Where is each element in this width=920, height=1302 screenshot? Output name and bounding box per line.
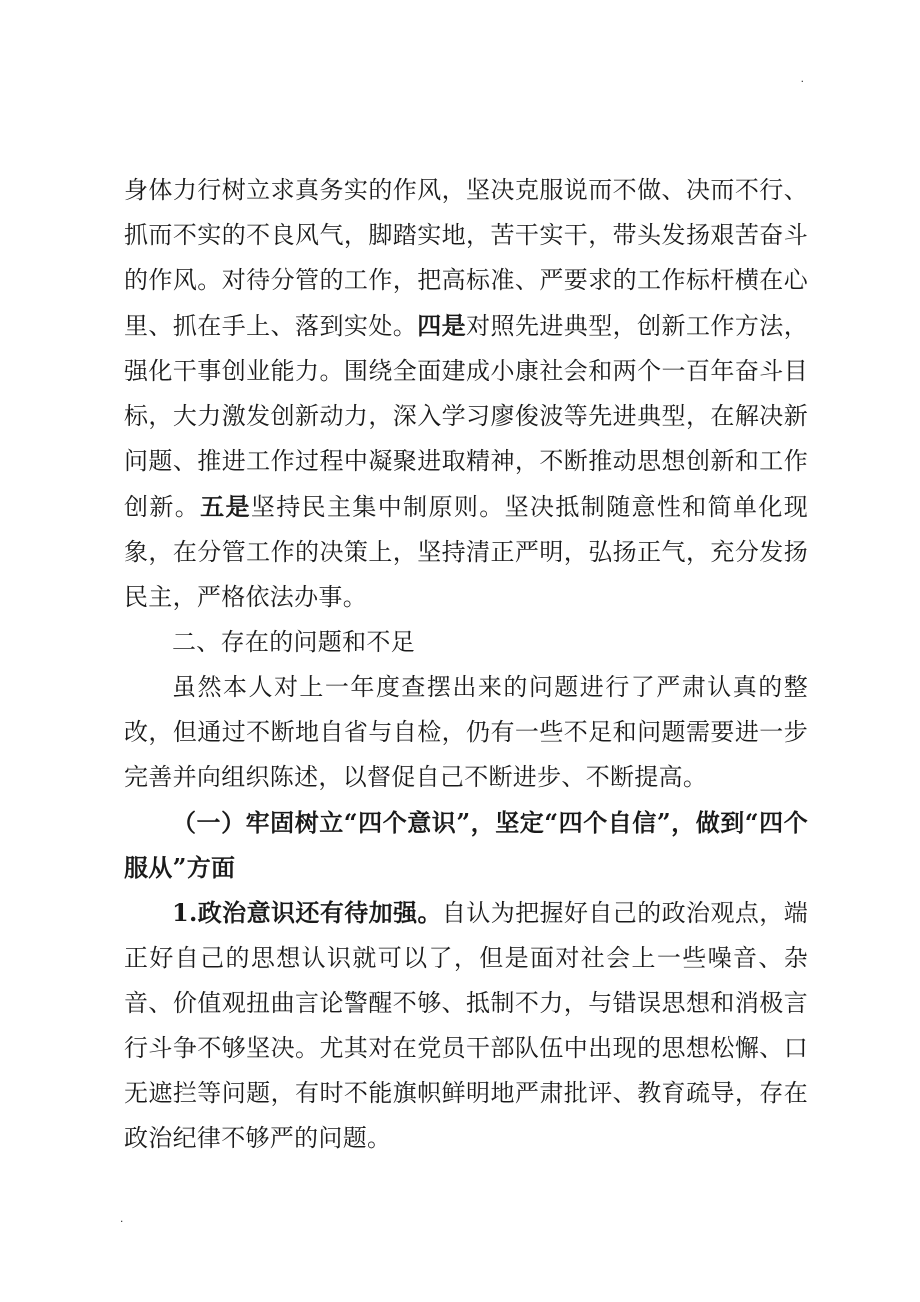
paragraph-intro: 虽然本人对上一年度查摆出来的问题进行了严肃认真的整改，但通过不断地自省与自检，仍有一些不足和问题需要进一步完善并向组织陈述，以督促自己不断进步、不断提高。 <box>124 673 808 791</box>
paragraph-continued <box>124 168 808 620</box>
paragraph-text: 身体力行树立求真务实的作风，坚决克服说而不做、决而不行、抓而不实的不良风气，脚踏实地，苦干实干，带头发扬艰苦奋斗的作风。对待分管的工作，把高标准、严要求的工作标杆横在心里、抓在手上、落到实处。 <box>124 176 808 340</box>
paragraph-political-awareness <box>124 890 808 1161</box>
bottom-left-mark: . <box>120 1211 124 1225</box>
bold-item-five: 五是 <box>200 492 251 521</box>
bold-item-four: 四是 <box>417 311 467 340</box>
subsection-heading: （一）牢固树立“四个意识”，坚定“四个自信”，做到“四个服从”方面 <box>124 808 808 882</box>
section-heading: 二、存在的问题和不足 <box>172 628 415 656</box>
paragraph-text: 坚持民主集中制原则。坚决抵制随意性和简单化现象，在分管工作的决策上，坚持清正严明，弘扬正气，充分发扬民主，严格依法办事。 <box>124 493 808 611</box>
paragraph-lead: 1.政治意识还有待加强。 <box>172 898 442 927</box>
document-body <box>124 168 808 1161</box>
paragraph-text: 对照先进典型，创新工作方法，强化干事创业能力。围绕全面建成小康社会和两个一百年奋斗目标，大力激发创新动力，深入学习廖俊波等先进典型，在解决新问题、推进工作过程中凝聚进取精神，不断推动思想创新和工作创新。 <box>124 312 808 521</box>
paragraph-text: 自认为把握好自己的政治观点，端正好自己的思想认识就可以了，但是面对社会上一些噪音、杂音、价值观扭曲言论警醒不够、抵制不力，与错误思想和消极言行斗争不够坚决。尤其对在党员干部队伍中出现的思想松懈、口无遮拦等问题，有时不能旗帜鲜明地严肃批评、教育疏导，存在政治纪律不够严的问题。 <box>124 899 808 1152</box>
top-right-mark: . <box>800 71 804 85</box>
